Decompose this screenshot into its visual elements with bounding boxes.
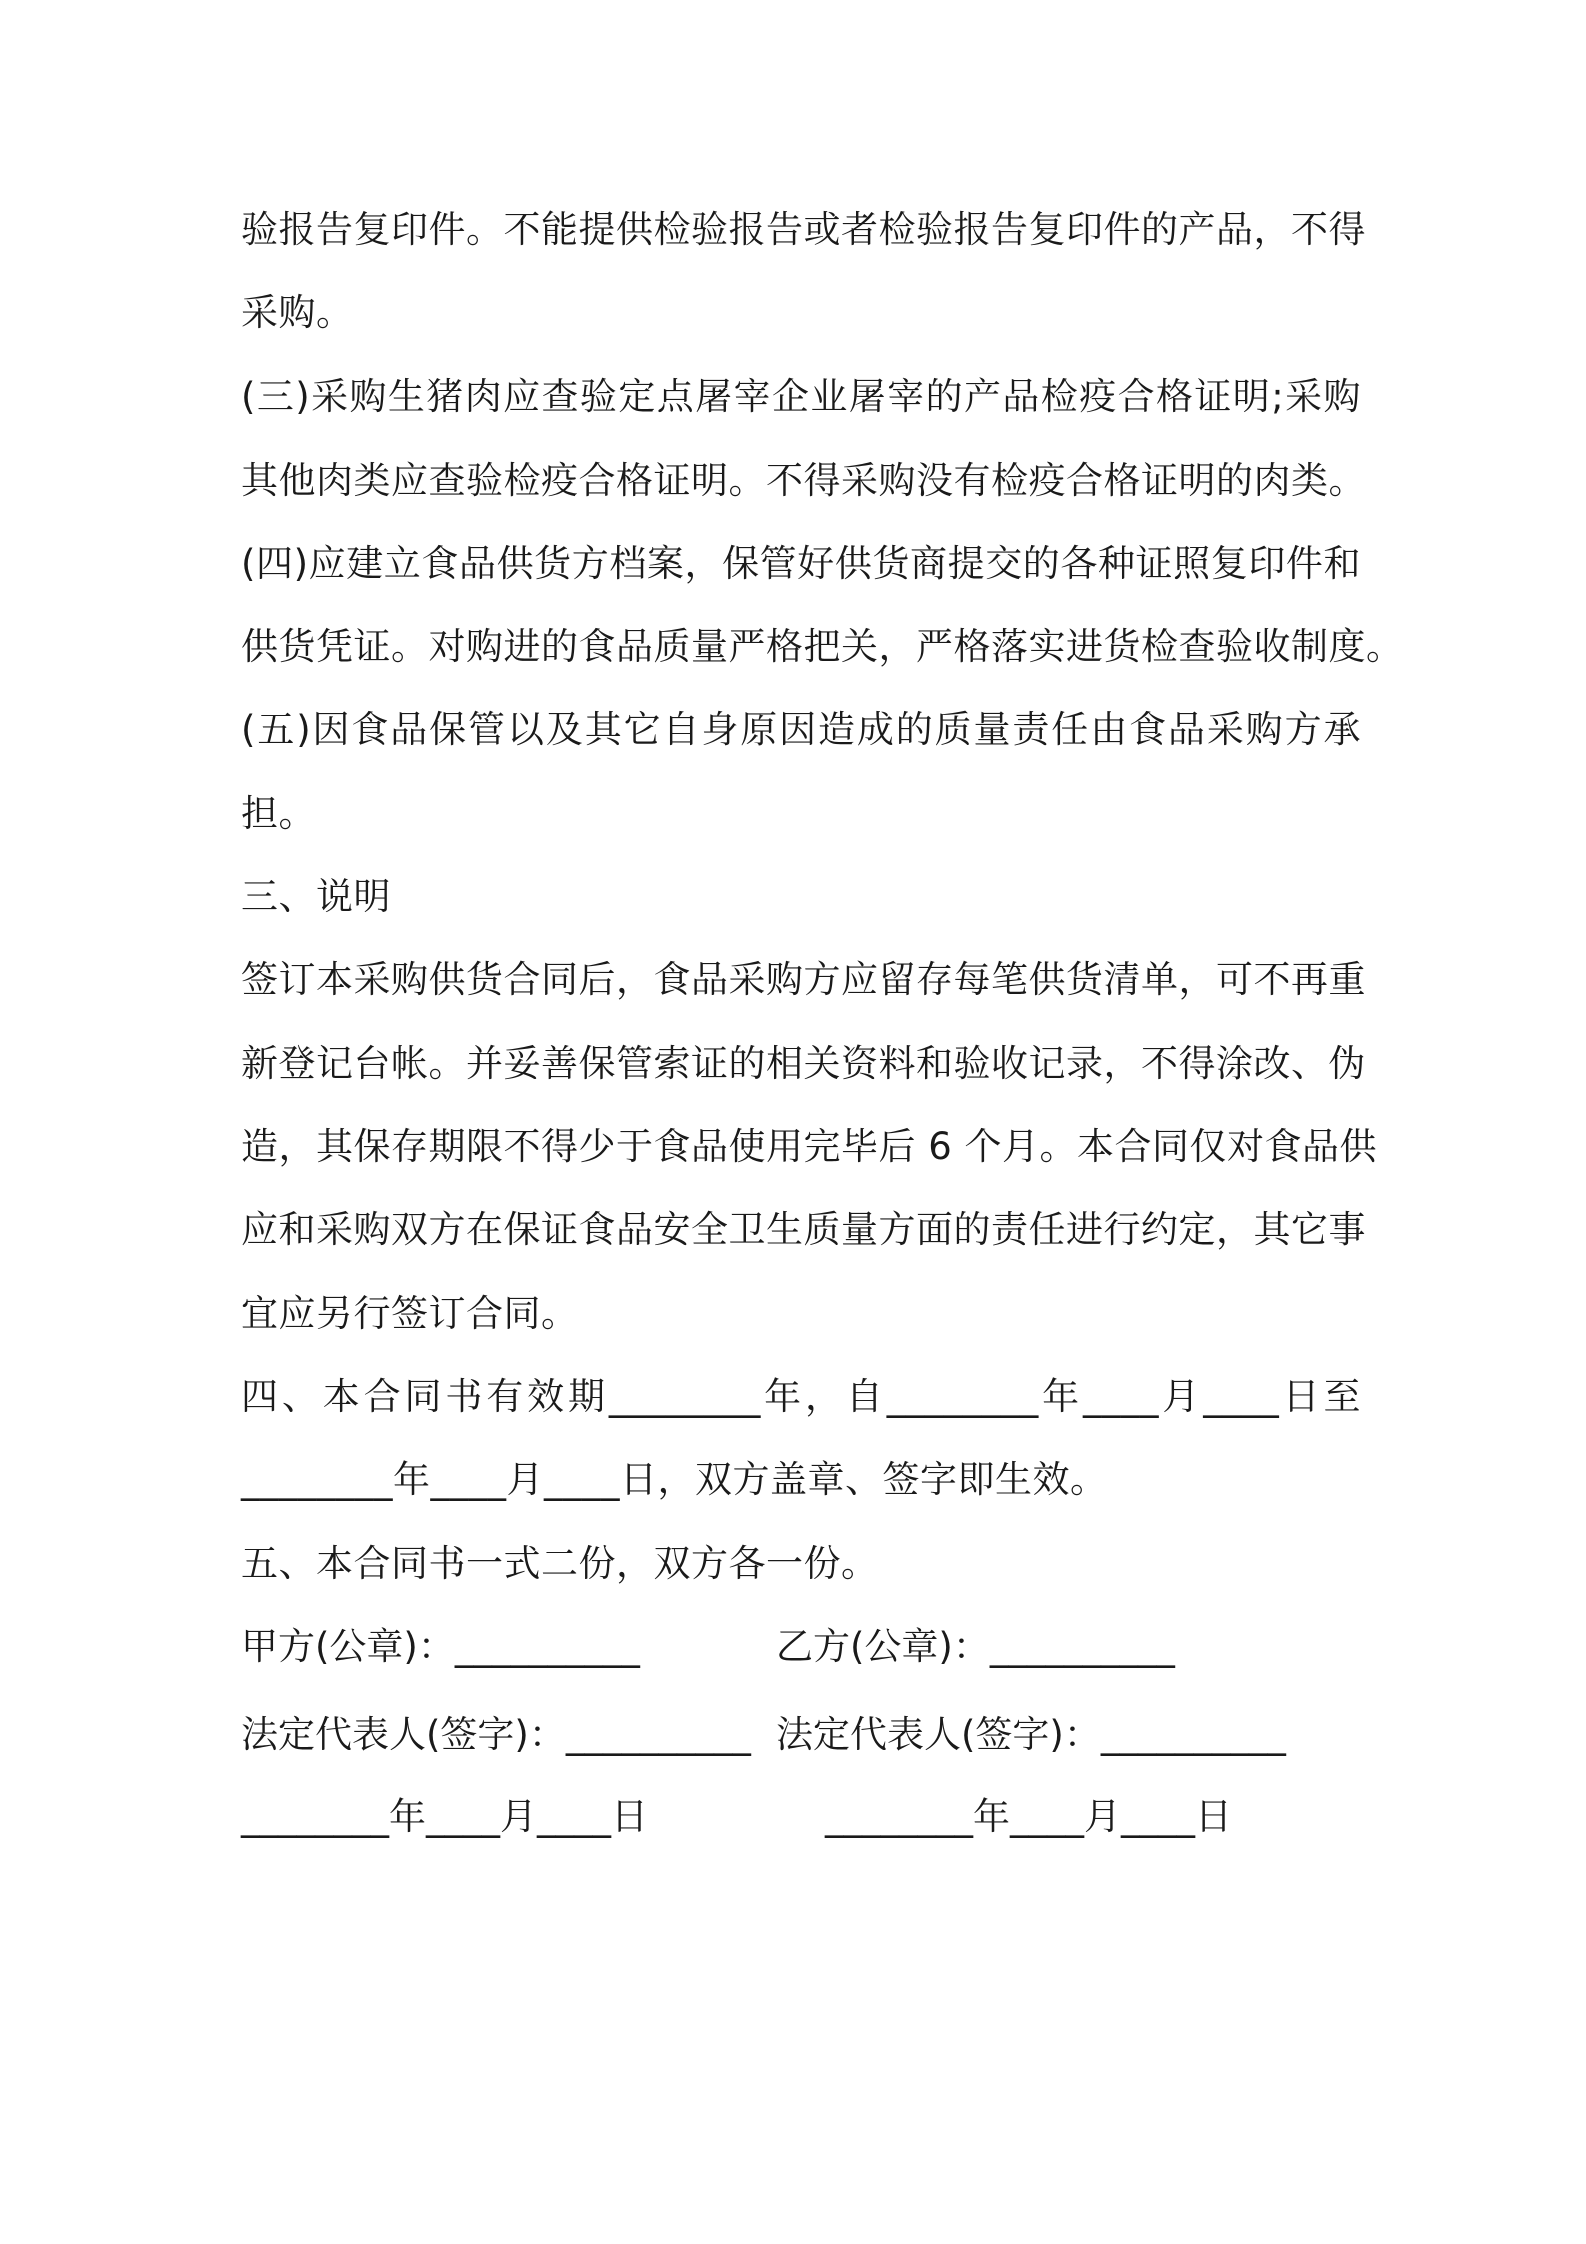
clause-3-line-1: (三)采购生猪肉应查验定点屠宰企业屠宰的产品检疫合格证明;采购 — [241, 375, 1361, 418]
section-3-line-5: 宜应另行签订合同。 — [241, 1292, 579, 1335]
section-3-line-2: 新登记台帐。并妥善保管索证的相关资料和验收记录，不得涂改、伪 — [241, 1042, 1366, 1085]
text-line-2: 采购。 — [241, 291, 354, 334]
section-3-line-3: 造，其保存期限不得少于食品使用完毕后 6 个月。本合同仅对食品供 — [241, 1125, 1378, 1168]
party-a-date: ________年____月____日 — [241, 1795, 648, 1838]
party-b-representative: 法定代表人(签字)：__________ — [776, 1713, 1286, 1756]
section-3-line-4: 应和采购双方在保证食品安全卫生质量方面的责任进行约定，其它事 — [241, 1208, 1366, 1251]
section-4-line-2: ________年____月____日，双方盖章、签字即生效。 — [241, 1458, 1108, 1501]
clause-3-line-2: 其他肉类应查验检疫合格证明。不得采购没有检疫合格证明的肉类。 — [241, 459, 1366, 502]
party-b-seal: 乙方(公章)：__________ — [776, 1625, 1175, 1668]
representative-row — [241, 1710, 1361, 1760]
section-3-line-1: 签订本采购供货合同后，食品采购方应留存每笔供货清单，可不再重 — [241, 958, 1366, 1001]
text-line-1: 验报告复印件。不能提供检验报告或者检验报告复印件的产品，不得 — [241, 208, 1366, 251]
clause-4-line-1: (四)应建立食品供货方档案，保管好供货商提交的各种证照复印件和 — [241, 542, 1361, 585]
section-5-line: 五、本合同书一式二份，双方各一份。 — [241, 1542, 879, 1585]
seal-row — [241, 1622, 1361, 1672]
section-3-heading: 三、说明 — [241, 875, 391, 918]
clause-5-line-1: (五)因食品保管以及其它自身原因造成的质量责任由食品采购方承 — [241, 708, 1361, 751]
section-4-line-1: 四、本合同书有效期________年，自________年____月____日至 — [241, 1375, 1361, 1418]
clause-5-line-2: 担。 — [241, 792, 316, 835]
date-row — [241, 1792, 1361, 1842]
party-a-representative: 法定代表人(签字)：__________ — [241, 1713, 751, 1756]
clause-4-line-2: 供货凭证。对购进的食品质量严格把关，严格落实进货检查验收制度。 — [241, 625, 1404, 668]
party-b-date: ________年____月____日 — [825, 1795, 1232, 1838]
party-a-seal: 甲方(公章)：__________ — [241, 1625, 640, 1668]
